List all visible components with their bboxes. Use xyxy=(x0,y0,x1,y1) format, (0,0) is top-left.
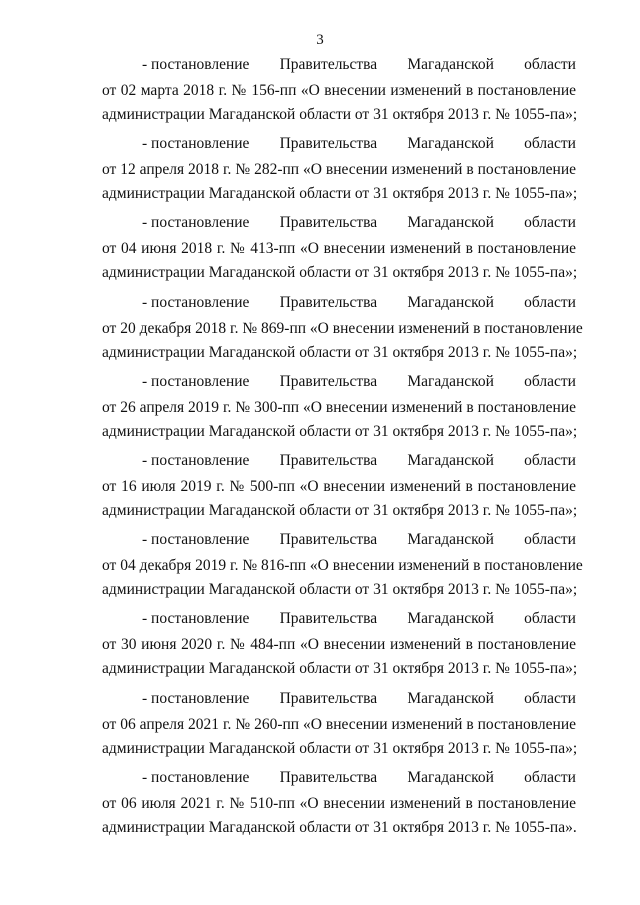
page-number: 3 xyxy=(316,32,324,48)
item-detail: от 30 июня 2020 г. № 484-пп «О внесении изменений в постановление xyxy=(102,636,576,654)
item-word: Правительства xyxy=(279,451,378,469)
item-subject: администрации Магаданской области от 31 октября 2013 г. № 1055-па»; xyxy=(102,501,578,519)
item-heading xyxy=(142,214,576,236)
item-word: - постановление xyxy=(142,214,250,232)
list-item xyxy=(102,690,576,769)
item-heading xyxy=(142,452,576,474)
item-word: Правительства xyxy=(279,135,378,153)
item-word: Магаданской xyxy=(407,214,494,232)
item-word: - постановление xyxy=(142,689,250,707)
item-word: - постановление xyxy=(142,451,250,469)
item-subject: администрации Магаданской области от 31 октября 2013 г. № 1055-па»; xyxy=(102,739,578,757)
item-word: Правительства xyxy=(279,214,378,232)
item-heading xyxy=(142,294,576,316)
list-item xyxy=(102,531,583,610)
item-detail: от 26 апреля 2019 г. № 300-пп «О внесении изменений в постановление xyxy=(102,398,576,416)
item-word: Магаданской xyxy=(407,135,494,153)
item-word: Правительства xyxy=(279,689,378,707)
item-word: области xyxy=(524,135,576,153)
item-heading xyxy=(142,135,576,157)
item-word: Правительства xyxy=(279,768,378,786)
item-word: - постановление xyxy=(142,293,250,311)
item-heading xyxy=(142,769,576,791)
list-item xyxy=(102,452,576,531)
item-word: области xyxy=(524,610,576,628)
item-word: Правительства xyxy=(279,372,378,390)
item-word: Магаданской xyxy=(407,56,494,73)
item-word: области xyxy=(524,293,576,311)
item-word: - постановление xyxy=(142,56,250,73)
item-subject: администрации Магаданской области от 31 октября 2013 г. № 1055-па»; xyxy=(102,264,578,282)
item-word: области xyxy=(524,56,576,73)
item-subject: администрации Магаданской области от 31 октября 2013 г. № 1055-па»; xyxy=(102,185,578,203)
item-detail: от 04 июня 2018 г. № 413-пп «О внесении изменений в постановление xyxy=(102,240,576,258)
item-word: Магаданской xyxy=(407,372,494,390)
item-detail: от 20 декабря 2018 г. № 869-пп «О внесении изменений в постановление xyxy=(102,319,583,337)
item-word: Магаданской xyxy=(407,293,494,311)
item-word: области xyxy=(524,214,576,232)
item-word: - постановление xyxy=(142,531,250,549)
item-subject: администрации Магаданской области от 31 октября 2013 г. № 1055-па»; xyxy=(102,581,578,599)
resolution-list xyxy=(102,56,583,848)
item-subject: администрации Магаданской области от 31 октября 2013 г. № 1055-па»; xyxy=(102,422,578,440)
item-detail: от 12 апреля 2018 г. № 282-пп «О внесении изменений в постановление xyxy=(102,161,576,179)
item-word: - постановление xyxy=(142,610,250,628)
item-detail: от 02 марта 2018 г. № 156-пп «О внесении изменений в постановление xyxy=(102,82,576,99)
item-heading xyxy=(142,690,576,712)
item-word: Магаданской xyxy=(407,451,494,469)
item-heading xyxy=(142,531,576,553)
item-subject: администрации Магаданской области от 31 октября 2013 г. № 1055-па»; xyxy=(102,660,578,678)
list-item xyxy=(102,293,583,373)
list-item xyxy=(102,610,576,689)
item-word: области xyxy=(524,372,576,390)
list-item xyxy=(102,373,576,452)
item-detail: от 06 июля 2021 г. № 510-пп «О внесении изменений в постановление xyxy=(102,794,576,812)
item-word: области xyxy=(524,531,576,549)
item-heading xyxy=(142,373,576,395)
item-word: - постановление xyxy=(142,135,250,153)
item-word: области xyxy=(524,689,576,707)
item-heading xyxy=(142,56,576,78)
item-detail: от 16 июля 2019 г. № 500-пп «О внесении изменений в постановление xyxy=(102,477,576,495)
item-word: Правительства xyxy=(279,531,378,549)
item-word: области xyxy=(524,768,576,786)
item-word: Магаданской xyxy=(407,610,494,628)
item-word: Правительства xyxy=(279,56,378,73)
item-word: Магаданской xyxy=(407,689,494,707)
item-word: - постановление xyxy=(142,372,250,390)
list-item xyxy=(102,56,576,135)
item-word: области xyxy=(524,451,576,469)
list-item xyxy=(102,214,576,293)
item-subject: администрации Магаданской области от 31 октября 2013 г. № 1055-па». xyxy=(102,818,577,836)
item-detail: от 04 декабря 2019 г. № 816-пп «О внесении изменений в постановление xyxy=(102,557,583,575)
item-heading xyxy=(142,610,576,632)
item-word: Правительства xyxy=(279,610,378,628)
list-item xyxy=(102,135,576,214)
item-word: Правительства xyxy=(279,293,378,311)
item-word: Магаданской xyxy=(407,768,494,786)
item-detail: от 06 апреля 2021 г. № 260-пп «О внесении изменений в постановление xyxy=(102,715,576,733)
list-item xyxy=(102,769,576,848)
item-subject: администрации Магаданской области от 31 октября 2013 г. № 1055-па»; xyxy=(102,106,578,123)
item-word: - постановление xyxy=(142,768,250,786)
item-word: Магаданской xyxy=(407,531,494,549)
item-subject: администрации Магаданской области от 31 октября 2013 г. № 1055-па»; xyxy=(102,343,578,361)
